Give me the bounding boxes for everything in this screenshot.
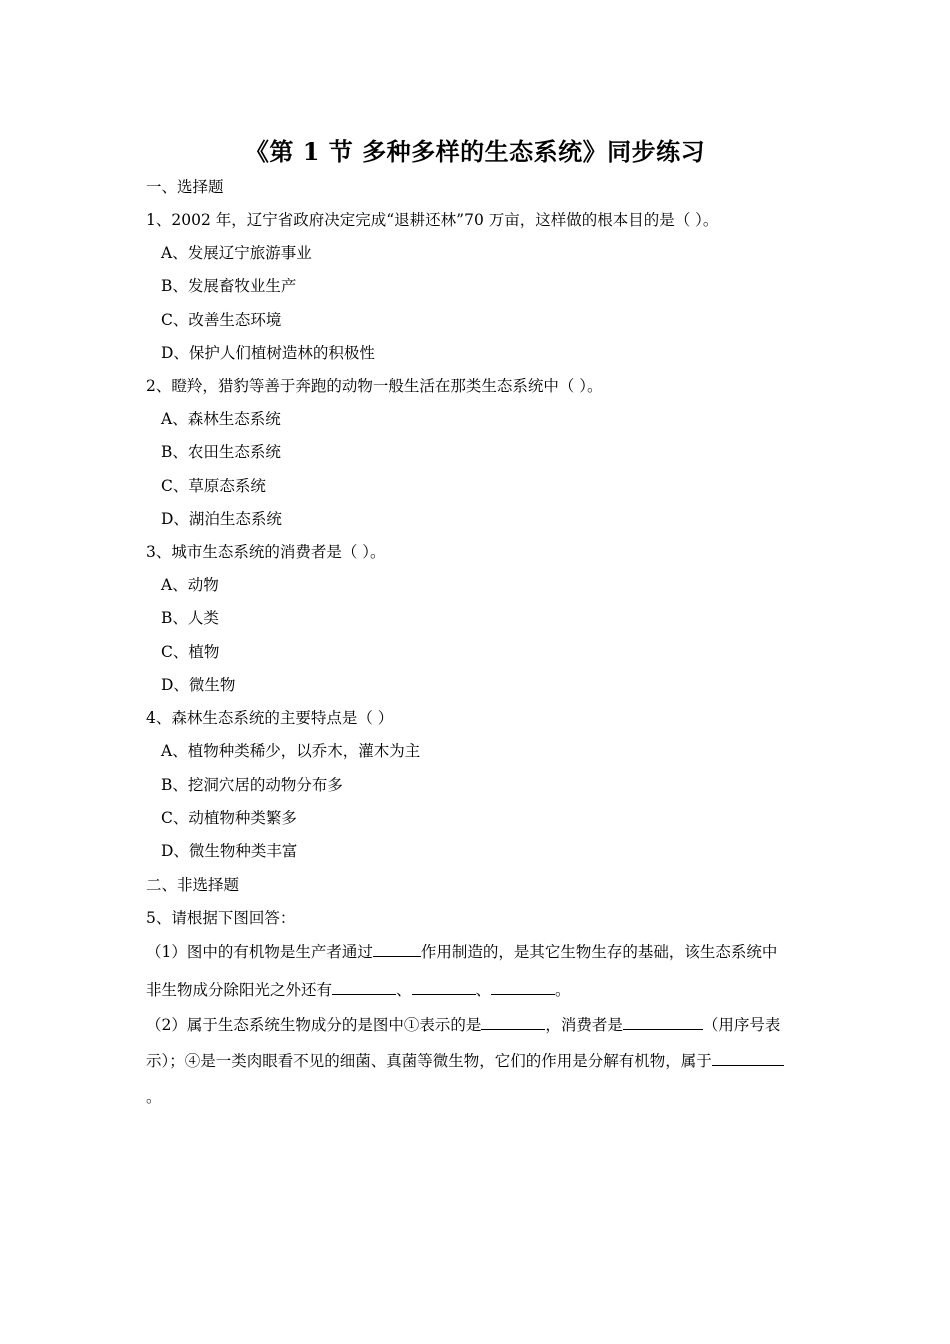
question-5-part-2-text-c: （用序号表 [702, 1016, 781, 1034]
question-4-option-b: B、挖洞穴居的动物分布多 [161, 776, 343, 794]
question-3-option-b: B、人类 [161, 609, 219, 627]
question-4-option-c: C、动植物种类繁多 [161, 809, 297, 827]
question-4-option-a: A、植物种类稀少，以乔木，灌木为主 [161, 742, 421, 760]
question-5-part-2-text-a: （2）属于生态系统生物成分的是图中①表示的是 [146, 1016, 482, 1034]
sentence-end: 。 [146, 1088, 162, 1106]
question-5-part-2-text-d: 示）；④是一类肉眼看不见的细菌、真菌等微生物，它们的作用是分解有机物，属于 [146, 1052, 712, 1070]
answer-blank[interactable] [373, 942, 421, 957]
answer-blank[interactable] [623, 1015, 703, 1030]
answer-blank[interactable] [332, 980, 396, 995]
answer-blank[interactable] [481, 1015, 545, 1030]
question-2-option-b: B、农田生态系统 [161, 443, 281, 461]
sentence-end: 。 [555, 981, 571, 999]
answer-blank[interactable] [412, 980, 476, 995]
question-5-part-2-line-1 [146, 1015, 808, 1035]
question-2-option-a: A、森林生态系统 [161, 410, 281, 428]
answer-blank[interactable] [491, 980, 555, 995]
question-1-option-b: B、发展畜牧业生产 [161, 277, 297, 295]
question-5-part-1-text-c: 非生物成分除阳光之外还有 [146, 981, 333, 999]
blank-separator: 、 [475, 981, 492, 999]
question-5-part-1-line-2 [146, 980, 808, 1000]
question-1-option-d: D、保护人们植树造林的积极性 [161, 344, 375, 362]
question-1-option-a: A、发展辽宁旅游事业 [161, 244, 312, 262]
question-1-stem: 1、2002 年，辽宁省政府决定完成“退耕还林”70 万亩，这样做的根本目的是（ ）。 [146, 211, 719, 229]
question-5-stem: 5、请根据下图回答： [146, 909, 296, 927]
question-4-stem: 4、森林生态系统的主要特点是（ ） [146, 709, 394, 727]
question-5-part-1-text-a: （1）图中的有机物是生产者通过 [146, 943, 373, 961]
section-heading-non-choice: 二、非选择题 [146, 876, 240, 894]
question-2-stem: 2、瞪羚，猎豹等善于奔跑的动物一般生活在那类生态系统中（ ）。 [146, 377, 603, 395]
section-heading-choice: 一、选择题 [146, 178, 224, 196]
question-3-option-a: A、动物 [161, 576, 219, 594]
question-2-option-c: C、草原态系统 [161, 477, 266, 495]
question-3-option-d: D、微生物 [161, 676, 236, 694]
question-3-stem: 3、城市生态系统的消费者是（ ）。 [146, 543, 386, 561]
answer-blank[interactable] [712, 1051, 784, 1066]
question-3-option-c: C、植物 [161, 643, 220, 661]
question-5-part-1-text-b: 作用制造的，是其它生物生存的基础，该生态系统中 [420, 943, 778, 961]
question-2-option-d: D、湖泊生态系统 [161, 510, 282, 528]
question-5-part-2-text-b: ，消费者是 [545, 1016, 623, 1034]
blank-separator: 、 [396, 981, 412, 999]
question-5-part-2-line-3 [146, 1087, 808, 1107]
question-5-part-1-line-1 [146, 942, 808, 962]
page-title: 《第 1 节 多种多样的生态系统》同步练习 [244, 137, 706, 166]
question-5-part-2-line-2 [146, 1051, 808, 1071]
question-1-option-c: C、改善生态环境 [161, 311, 282, 329]
question-4-option-d: D、微生物种类丰富 [161, 842, 298, 860]
